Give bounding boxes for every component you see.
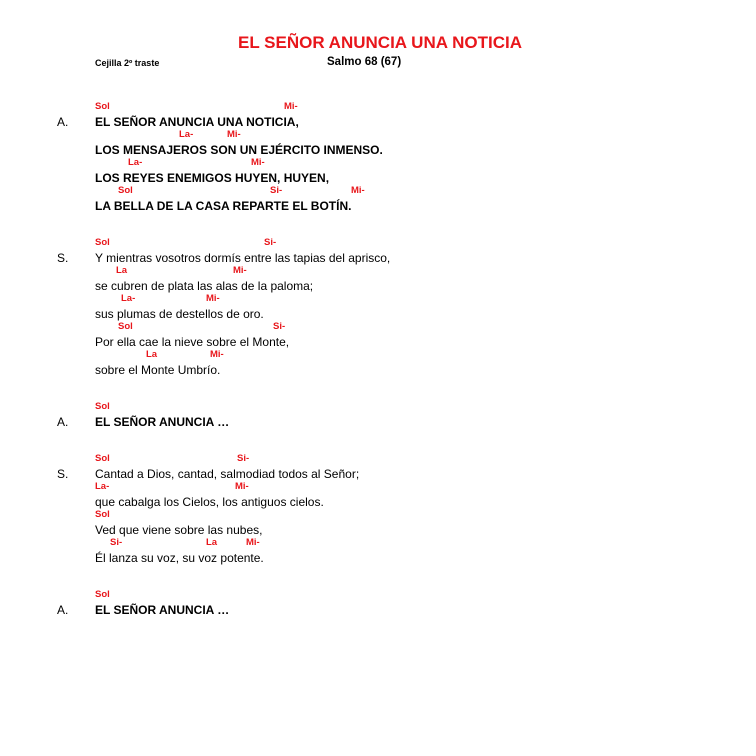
chord-row (0, 293, 700, 305)
chord: La (146, 349, 158, 360)
chord: Mi- (227, 129, 241, 140)
chord: Si- (270, 185, 283, 196)
chord: La- (95, 481, 110, 492)
chord: Sol (95, 101, 110, 112)
chord-row (0, 453, 700, 465)
chord-row (0, 481, 700, 493)
chord: Mi- (246, 537, 260, 548)
psalm-reference: Salmo 68 (67) (327, 56, 402, 68)
stanza-marker: A. (57, 415, 69, 429)
chord: La- (179, 129, 194, 140)
song-title: EL SEÑOR ANUNCIA UNA NOTICIA (238, 33, 522, 52)
chord-row (0, 589, 700, 601)
capo-note: Cejilla 2º traste (95, 58, 160, 68)
chord: Mi- (210, 349, 224, 360)
chord: Sol (95, 453, 110, 464)
verse-line: sobre el Monte Umbrío. (95, 363, 221, 377)
chord: Si- (110, 537, 123, 548)
chord: Mi- (284, 101, 298, 112)
chord-row (0, 321, 700, 333)
chord: Mi- (351, 185, 365, 196)
chord: Si- (273, 321, 286, 332)
chord-row (0, 101, 700, 113)
chord: Sol (95, 509, 110, 520)
verse-line: Él lanza su voz, su voz potente. (95, 551, 264, 565)
chord: Si- (237, 453, 250, 464)
antiphon-line: EL SEÑOR ANUNCIA … (95, 415, 230, 429)
chord-row (0, 509, 700, 521)
chord-row (0, 265, 700, 277)
antiphon-line: LOS MENSAJEROS SON UN EJÉRCITO INMENSO. (95, 143, 383, 157)
chord-row (0, 537, 700, 549)
chord: Mi- (235, 481, 249, 492)
chord-row (0, 185, 700, 197)
verse-line: Y mientras vosotros dormís entre las tapias del aprisco, (95, 251, 391, 265)
verse-line: Ved que viene sobre las nubes, (95, 523, 263, 537)
antiphon-line: EL SEÑOR ANUNCIA UNA NOTICIA, (95, 115, 299, 129)
chord-row (0, 401, 700, 413)
verse-line: que cabalga los Cielos, los antiguos cielos. (95, 495, 324, 509)
chord: Sol (118, 185, 133, 196)
verse-line: se cubren de plata las alas de la paloma; (95, 279, 314, 293)
chord: Sol (95, 401, 110, 412)
chord-row (0, 237, 700, 249)
chord: Mi- (206, 293, 220, 304)
chord: La (116, 265, 128, 276)
chord-row (0, 129, 700, 141)
chord: La- (128, 157, 143, 168)
antiphon-line: EL SEÑOR ANUNCIA … (95, 603, 230, 617)
chord: La (206, 537, 218, 548)
chord: Mi- (233, 265, 247, 276)
chord: Sol (118, 321, 133, 332)
antiphon-line: LA BELLA DE LA CASA REPARTE EL BOTÍN. (95, 199, 352, 213)
chord: La- (121, 293, 136, 304)
verse-line: Cantad a Dios, cantad, salmodiad todos al Señor; (95, 467, 360, 481)
chord: Sol (95, 589, 110, 600)
stanza-marker: S. (57, 467, 69, 481)
chord: Sol (95, 237, 110, 248)
chord: Mi- (251, 157, 265, 168)
antiphon-line: LOS REYES ENEMIGOS HUYEN, HUYEN, (95, 171, 330, 185)
verse-line: sus plumas de destellos de oro. (95, 307, 264, 321)
chord-row (0, 349, 700, 361)
chord: Si- (264, 237, 277, 248)
stanza-marker: S. (57, 251, 69, 265)
chord-row (0, 157, 700, 169)
stanza-marker: A. (57, 115, 69, 129)
verse-line: Por ella cae la nieve sobre el Monte, (95, 335, 290, 349)
stanza-marker: A. (57, 603, 69, 617)
